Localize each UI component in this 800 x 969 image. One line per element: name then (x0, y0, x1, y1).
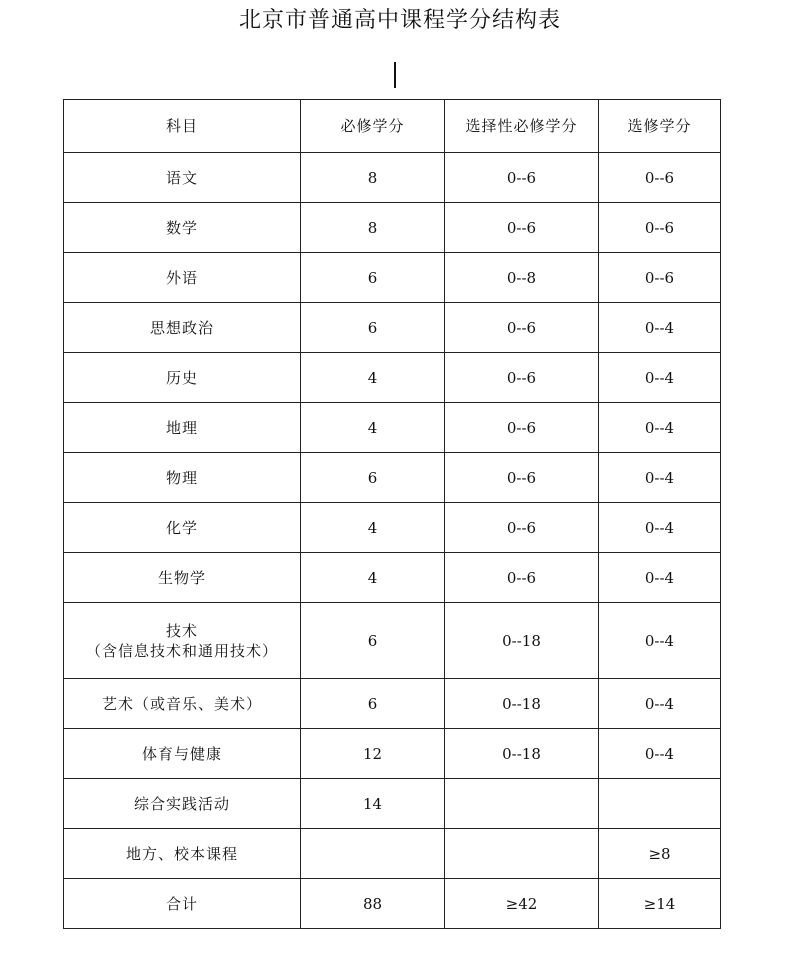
selective-credits-cell: 0--6 (445, 153, 599, 203)
table-row (64, 779, 721, 829)
required-credits-cell: 88 (301, 879, 445, 929)
required-credits-cell (301, 829, 445, 879)
page-title: 北京市普通高中课程学分结构表 (238, 8, 561, 33)
table-row (64, 679, 721, 729)
subject-cell: 地方、校本课程 (64, 829, 301, 879)
table-row (64, 453, 721, 503)
selective-credits-cell: 0--6 (445, 303, 599, 353)
table-row (64, 829, 721, 879)
subject-cell: 体育与健康 (64, 729, 301, 779)
subject-cell: 地理 (64, 403, 301, 453)
table-row (64, 503, 721, 553)
required-credits-cell: 4 (301, 353, 445, 403)
elective-credits-cell: 0--4 (599, 303, 721, 353)
selective-credits-cell: 0--6 (445, 353, 599, 403)
table-row (64, 603, 721, 679)
selective-credits-cell: 0--18 (445, 679, 599, 729)
required-credits-cell: 6 (301, 303, 445, 353)
required-credits-cell: 4 (301, 553, 445, 603)
subject-cell: 物理 (64, 453, 301, 503)
elective-credits-cell (599, 779, 721, 829)
subject-cell: 合计 (64, 879, 301, 929)
required-credits-cell: 6 (301, 253, 445, 303)
required-credits-cell: 6 (301, 453, 445, 503)
elective-credits-cell: 0--4 (599, 679, 721, 729)
elective-credits-cell: 0--6 (599, 203, 721, 253)
required-credits-cell: 14 (301, 779, 445, 829)
elective-credits-cell: 0--4 (599, 503, 721, 553)
table-header-row (64, 100, 721, 153)
subject-cell: 艺术（或音乐、美术） (64, 679, 301, 729)
required-credits-cell: 4 (301, 403, 445, 453)
subject-label: 技术 (165, 621, 198, 640)
table-row (64, 153, 721, 203)
elective-credits-cell: 0--6 (599, 253, 721, 303)
table-row-total (64, 879, 721, 929)
required-credits-cell: 4 (301, 503, 445, 553)
header-subject: 科目 (64, 100, 301, 153)
subject-cell: 化学 (64, 503, 301, 553)
elective-credits-cell: ≥8 (599, 829, 721, 879)
table-row (64, 203, 721, 253)
required-credits-cell: 8 (301, 203, 445, 253)
required-credits-cell: 12 (301, 729, 445, 779)
subject-cell: 历史 (64, 353, 301, 403)
elective-credits-cell: 0--4 (599, 353, 721, 403)
selective-credits-cell: 0--6 (445, 403, 599, 453)
table-row (64, 303, 721, 353)
required-credits-cell: 8 (301, 153, 445, 203)
header-selective-required-credits: 选择性必修学分 (445, 100, 599, 153)
elective-credits-cell: ≥14 (599, 879, 721, 929)
elective-credits-cell: 0--4 (599, 603, 721, 679)
selective-credits-cell: 0--6 (445, 203, 599, 253)
selective-credits-cell: 0--18 (445, 603, 599, 679)
elective-credits-cell: 0--6 (599, 153, 721, 203)
table-row (64, 729, 721, 779)
selective-credits-cell: 0--6 (445, 453, 599, 503)
selective-credits-cell: 0--8 (445, 253, 599, 303)
table-row (64, 353, 721, 403)
credit-structure-table (63, 99, 721, 929)
selective-credits-cell (445, 779, 599, 829)
selective-credits-cell: 0--6 (445, 553, 599, 603)
text-cursor-mark (394, 62, 396, 88)
selective-credits-cell (445, 829, 599, 879)
header-required-credits: 必修学分 (301, 100, 445, 153)
elective-credits-cell: 0--4 (599, 403, 721, 453)
required-credits-cell: 6 (301, 603, 445, 679)
table-row (64, 253, 721, 303)
subject-cell: 生物学 (64, 553, 301, 603)
subject-cell: 语文 (64, 153, 301, 203)
elective-credits-cell: 0--4 (599, 729, 721, 779)
header-elective-credits: 选修学分 (599, 100, 721, 153)
subject-cell: 数学 (64, 203, 301, 253)
selective-credits-cell: 0--18 (445, 729, 599, 779)
table-row (64, 403, 721, 453)
subject-note: （含信息技术和通用技术） (85, 641, 278, 660)
subject-cell: 综合实践活动 (64, 779, 301, 829)
subject-cell: 思想政治 (64, 303, 301, 353)
elective-credits-cell: 0--4 (599, 453, 721, 503)
selective-credits-cell: ≥42 (445, 879, 599, 929)
required-credits-cell: 6 (301, 679, 445, 729)
selective-credits-cell: 0--6 (445, 503, 599, 553)
subject-cell (64, 603, 301, 679)
table-row (64, 553, 721, 603)
subject-cell: 外语 (64, 253, 301, 303)
elective-credits-cell: 0--4 (599, 553, 721, 603)
